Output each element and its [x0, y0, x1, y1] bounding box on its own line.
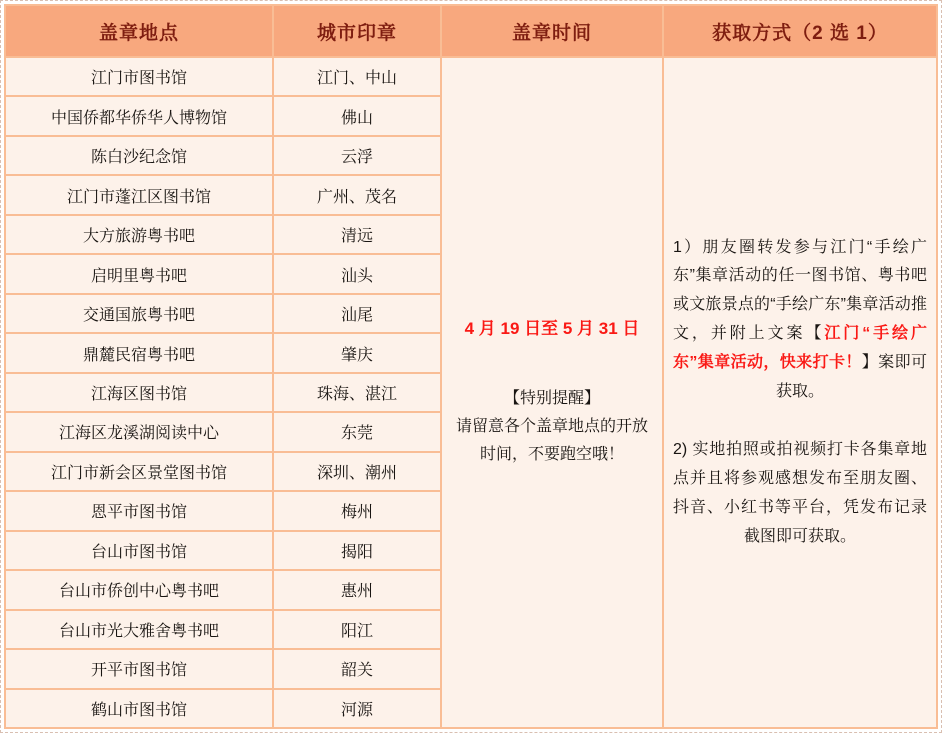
method-option-1	[673, 234, 927, 407]
city-seal-cell: 佛山	[274, 97, 440, 134]
city-seal-cell: 清远	[274, 216, 440, 253]
column-header-stamp-location: 盖章地点	[6, 6, 272, 56]
location-cell: 交通国旅粤书吧	[6, 295, 272, 332]
stamp-activity-table	[4, 4, 938, 729]
location-cell: 开平市图书馆	[6, 650, 272, 687]
location-cell: 陈白沙纪念馆	[6, 137, 272, 174]
location-cell: 大方旅游粤书吧	[6, 216, 272, 253]
city-seal-cell: 汕尾	[274, 295, 440, 332]
city-seal-cell: 云浮	[274, 137, 440, 174]
special-reminder	[452, 385, 652, 469]
column-header-stamp-time: 盖章时间	[442, 6, 662, 56]
city-seal-cell: 东莞	[274, 413, 440, 450]
city-seal-cell: 广州、茂名	[274, 176, 440, 213]
location-cell: 鼎麓民宿粤书吧	[6, 334, 272, 371]
column-header-acquire-method: 获取方式（2 选 1）	[664, 6, 936, 56]
city-seal-cell: 肇庆	[274, 334, 440, 371]
date-range-text: 4 月 19 日至 5 月 31 日	[464, 318, 640, 338]
location-cell: 中国侨都华侨华人博物馆	[6, 97, 272, 134]
method-option-1-highlight: 江门“手绘广东”集章活动，快来打卡！	[673, 324, 927, 371]
city-seal-cell: 梅州	[274, 492, 440, 529]
location-cell: 江门市新会区景堂图书馆	[6, 453, 272, 490]
city-seal-cell: 惠州	[274, 571, 440, 608]
location-cell: 台山市图书馆	[6, 532, 272, 569]
location-cell: 江门市蓬江区图书馆	[6, 176, 272, 213]
column-header-city-seal: 城市印章	[274, 6, 440, 56]
city-seal-cell: 江门、中山	[274, 58, 440, 95]
method-option-1-tail: 】案即可获取。	[775, 353, 927, 400]
method-option-1-text: 1）朋友圈转发参与江门“手绘广东”集章活动的任一图书馆、粤书吧或文旅景点的“手绘广东”集章活动推文，并附上文案【	[673, 238, 927, 342]
location-cell: 启明里粤书吧	[6, 255, 272, 292]
city-seal-cell: 韶关	[274, 650, 440, 687]
city-seal-cell: 深圳、潮州	[274, 453, 440, 490]
location-cell: 恩平市图书馆	[6, 492, 272, 529]
special-reminder-body: 请留意各个盖章地点的开放时间，不要跑空哦！	[455, 418, 648, 464]
city-seal-cell: 河源	[274, 690, 440, 727]
city-seal-cell: 汕头	[274, 255, 440, 292]
acquire-method-cell	[664, 58, 936, 727]
city-seal-cell: 阳江	[274, 611, 440, 648]
location-cell: 鹤山市图书馆	[6, 690, 272, 727]
location-cell: 江门市图书馆	[6, 58, 272, 95]
stamp-time-cell	[442, 58, 662, 727]
location-cell: 台山市侨创中心粤书吧	[6, 571, 272, 608]
location-cell: 江海区图书馆	[6, 374, 272, 411]
special-reminder-title: 【特别提醒】	[503, 390, 600, 408]
location-cell: 江海区龙溪湖阅读中心	[6, 413, 272, 450]
location-cell: 台山市光大雅舍粤书吧	[6, 611, 272, 648]
method-option-2: 2) 实地拍照或拍视频打卡各集章地点并且将参观感想发布至朋友圈、抖音、小红书等平台，凭发布记录截图即可获取。	[673, 441, 927, 545]
city-seal-cell: 揭阳	[274, 532, 440, 569]
city-seal-cell: 珠海、湛江	[274, 374, 440, 411]
